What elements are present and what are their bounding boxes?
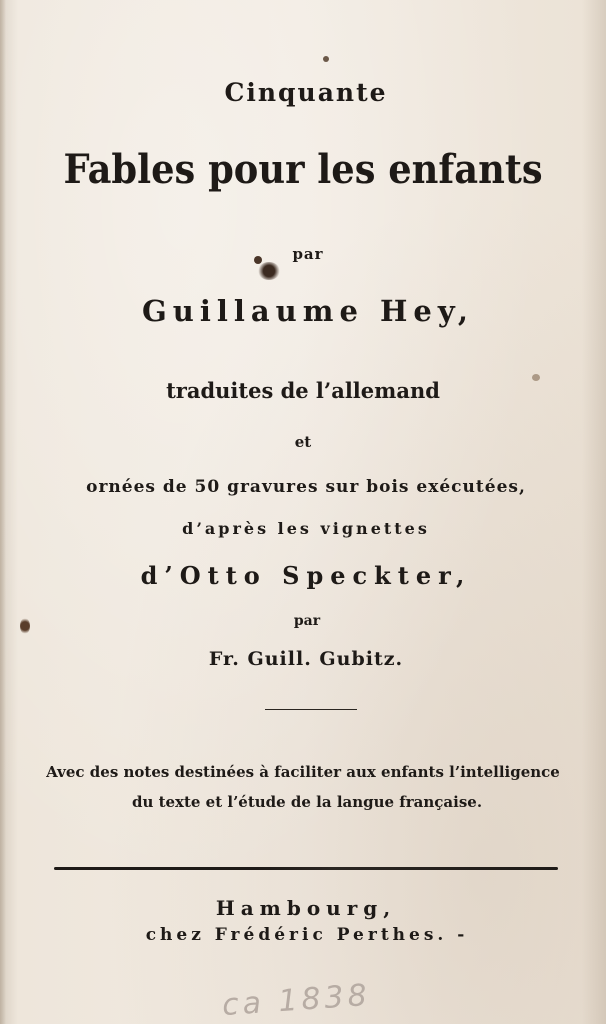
by-label-engraver: par <box>293 613 321 629</box>
pre-title: Cinquante <box>224 78 388 107</box>
illustration-note: ornées de 50 gravures sur bois exécutées, <box>86 477 526 497</box>
ink-blot <box>258 262 280 280</box>
short-divider <box>265 709 357 710</box>
translation-note: traduites de l’allemand <box>166 378 440 403</box>
imprint-publisher: chez Frédéric Perthes. - <box>145 925 469 945</box>
vignette-note: d’après les vignettes <box>182 519 430 538</box>
author-name: Guillaume Hey, <box>141 294 475 328</box>
by-label: par <box>292 245 324 263</box>
spine-edge <box>0 0 6 1024</box>
imprint-city: Hambourg, <box>215 896 397 920</box>
notes-line-1: Avec des notes destinées à faciliter aux enfants l’intelligence <box>46 763 560 781</box>
artist-name: d’Otto Speckter, <box>140 561 472 590</box>
pencil-annotation: ca 1838 <box>220 977 372 1024</box>
ink-speck <box>323 56 329 62</box>
conjunction: et <box>294 433 312 451</box>
notes-line-2: du texte et l’étude de la langue française. <box>131 793 483 811</box>
imprint-divider <box>54 867 558 870</box>
book-title: Fables pour les enfants <box>63 146 543 193</box>
engraver-name: Fr. Guill. Gubitz. <box>208 648 404 670</box>
